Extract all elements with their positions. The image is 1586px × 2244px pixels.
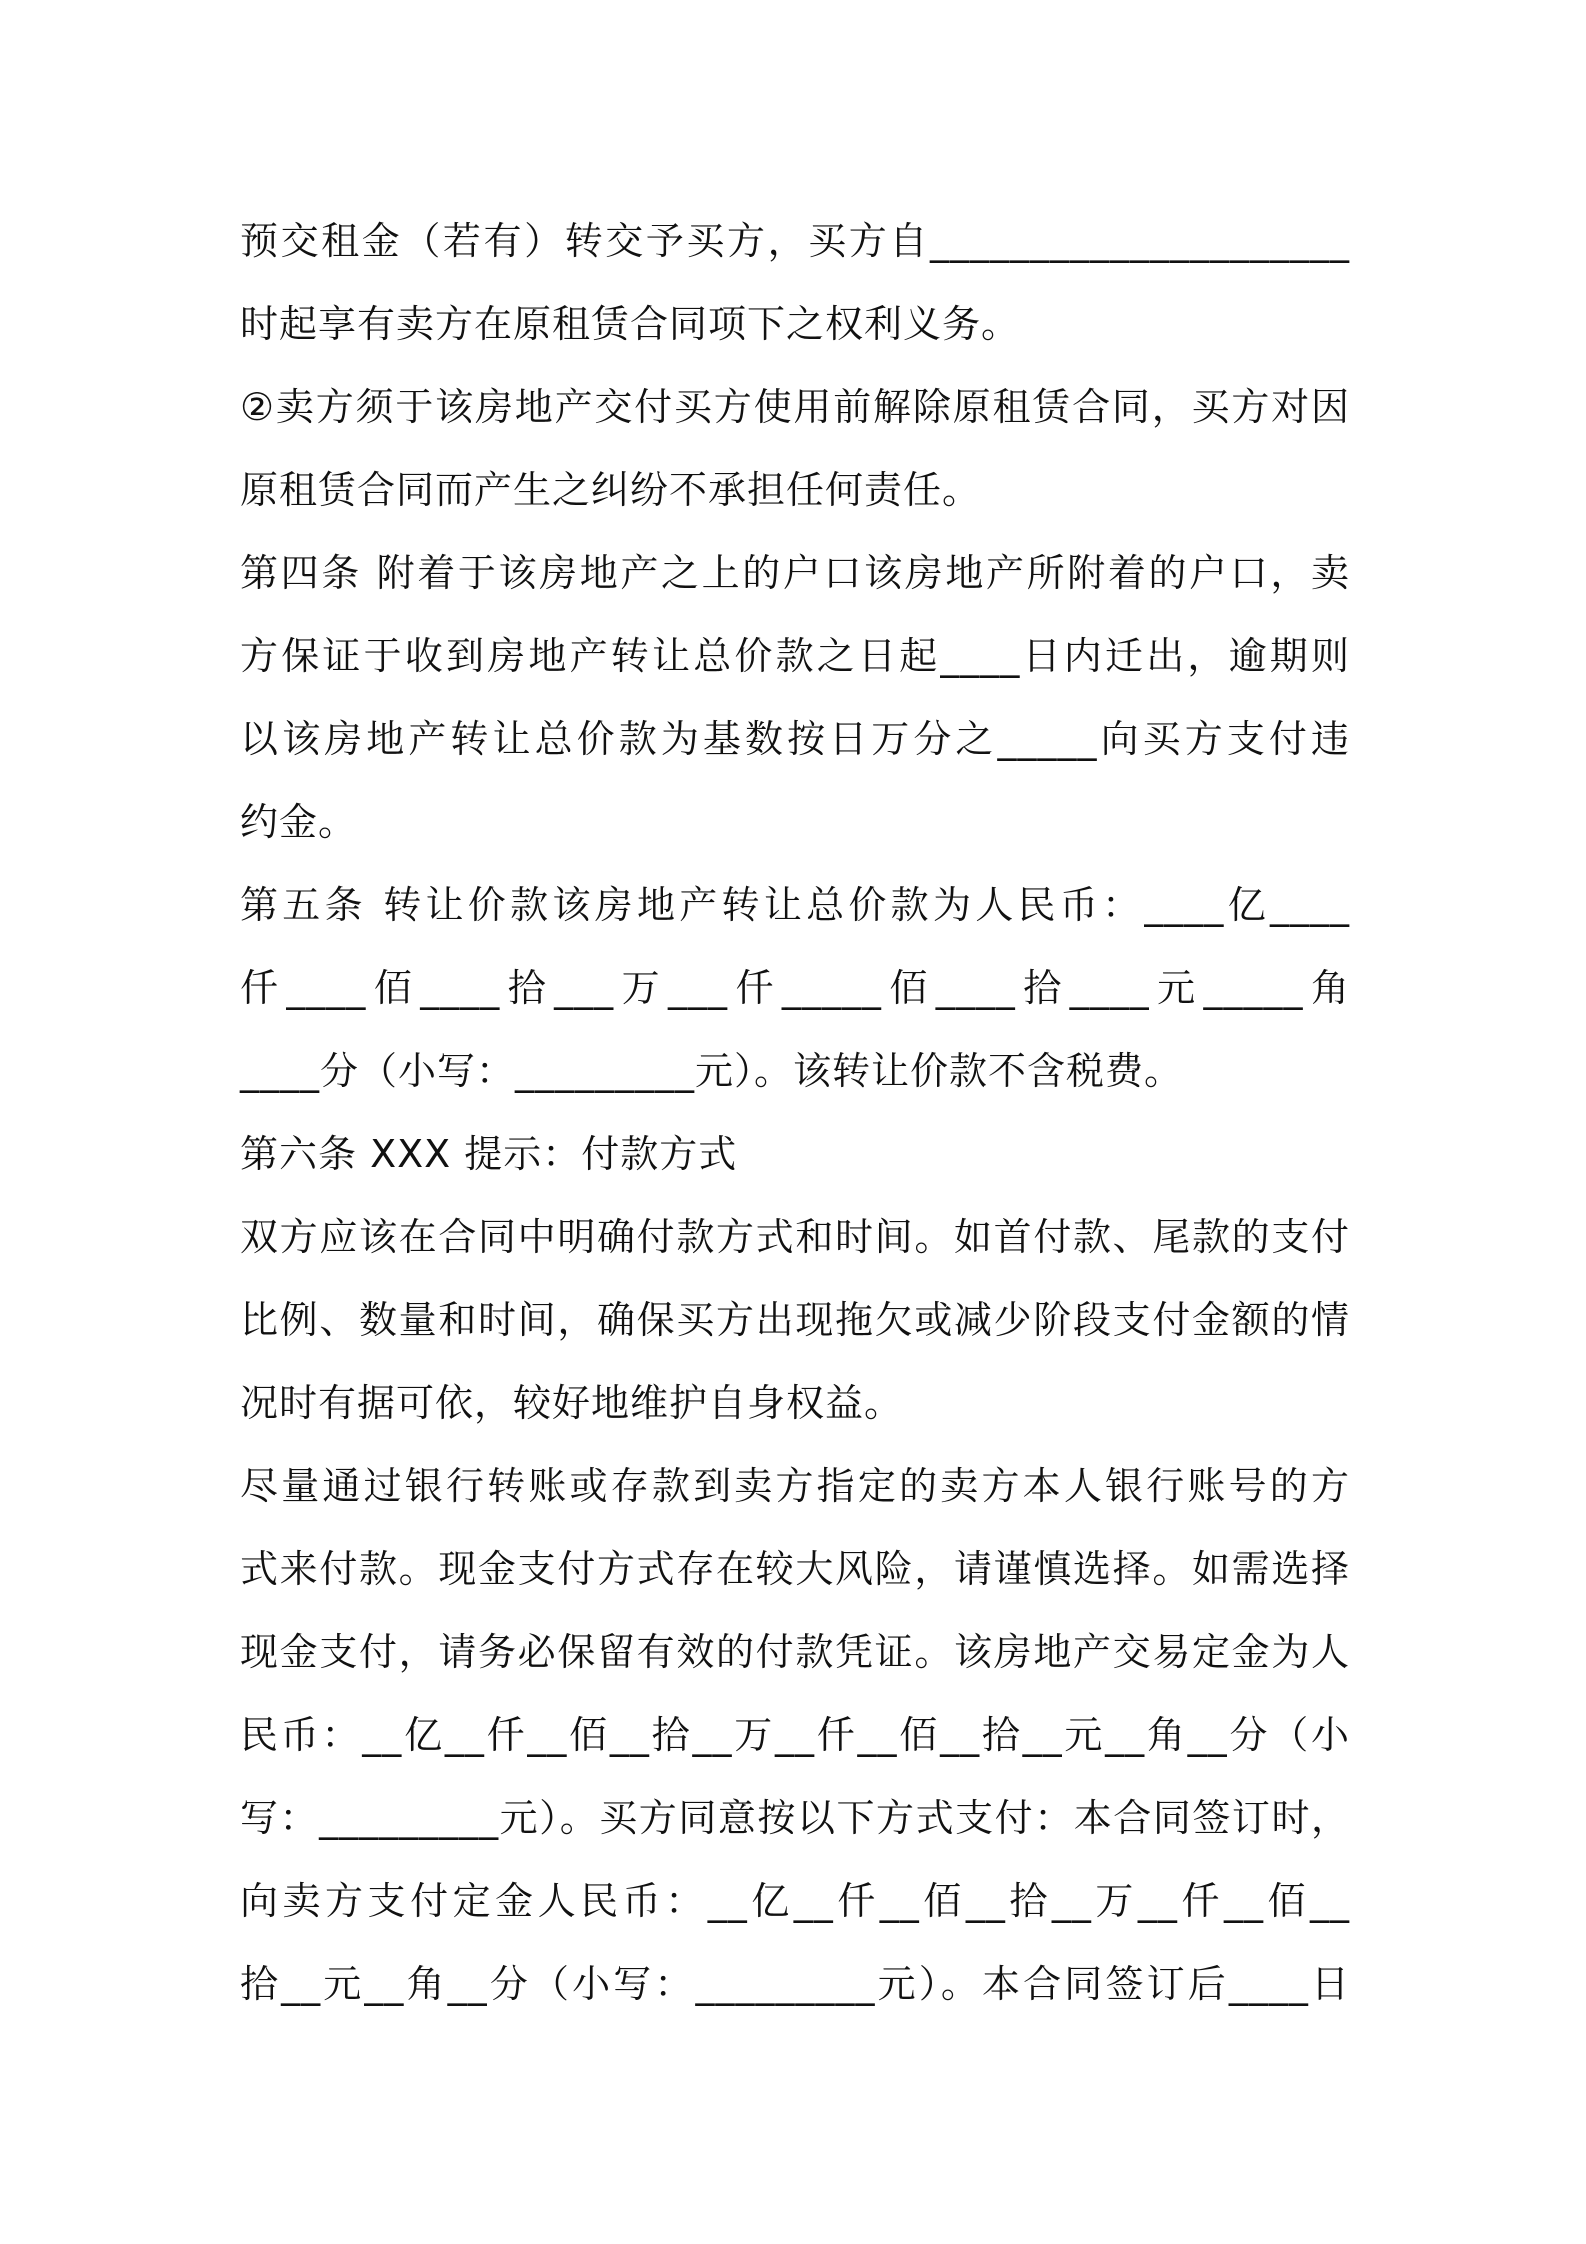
text-line: 以该房地产转让总价款为基数按日万分之_____向买方支付违 [240,717,1350,761]
text-line: 原租赁合同而产生之纠纷不承担任何责任。 [240,468,982,512]
text-line: 民币：__亿__仟__佰__拾__万__仟__佰__拾__元__角__分（小 [240,1713,1350,1757]
text-line: 第五条 转让价款该房地产转让总价款为人民币：____亿____ [240,883,1350,927]
text-line: ____分（小写：_________元）。该转让价款不含税费。 [240,1049,1184,1093]
text-line: 时起享有卖方在原租赁合同项下之权利义务。 [240,302,1021,346]
text-line: 式来付款。现金支付方式存在较大风险，请谨慎选择。如需选择 [240,1547,1350,1591]
text-line: 比例、数量和时间，确保买方出现拖欠或减少阶段支付金额的情 [240,1298,1350,1342]
text-line: 拾__元__角__分（小写：_________元）。本合同签订后____日 [240,1962,1350,2006]
text-line: 第六条 XXX 提示：付款方式 [240,1132,738,1176]
text-line: 方保证于收到房地产转让总价款之日起____日内迁出，逾期则 [240,634,1350,678]
text-line: 第四条 附着于该房地产之上的户口该房地产所附着的户口，卖 [240,551,1350,595]
text-line: 仟____佰____拾___万___仟_____佰____拾____元_____角 [240,966,1350,1010]
text-line: 现金支付，请务必保留有效的付款凭证。该房地产交易定金为人 [240,1630,1350,1674]
text-line: 况时有据可依，较好地维护自身权益。 [240,1381,904,1425]
text-line: 约金。 [240,800,358,844]
contract-text-body [240,200,1350,2026]
text-line: ②卖方须于该房地产交付买方使用前解除原租赁合同，买方对因 [240,385,1350,429]
text-line: 尽量通过银行转账或存款到卖方指定的卖方本人银行账号的方 [240,1464,1350,1508]
text-line: 预交租金（若有）转交予买方，买方自_____________________ [240,219,1350,263]
text-line: 写：_________元）。买方同意按以下方式支付：本合同签订时， [240,1796,1350,1840]
text-line: 双方应该在合同中明确付款方式和时间。如首付款、尾款的支付 [240,1215,1350,1259]
text-line: 向卖方支付定金人民币：__亿__仟__佰__拾__万__仟__佰__ [240,1879,1350,1923]
